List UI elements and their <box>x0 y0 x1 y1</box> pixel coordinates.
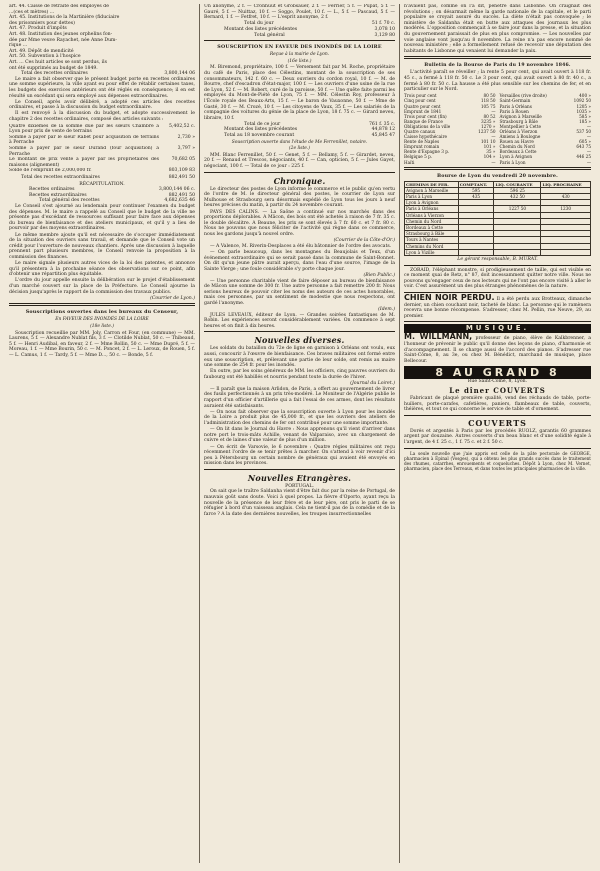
quote-label: Rouen au Havre <box>499 139 534 145</box>
table-cell: 435 <box>458 194 494 200</box>
section-list-number: (16e liste.) <box>287 58 312 64</box>
quote-label: Lyon à Avignon <box>499 154 533 160</box>
table-cell <box>541 249 591 255</box>
paragraph: Un anonyme, 2 f. — Cronhuut et Grobsauer, 2 f. — Ferrier, 5 f. — Pupat, 5 f. — Gauré, 5 f. — Nuittaz, 10 f. — Soggo, Poulet, 10 f. — L., 5 f. — Pascaud, 5 f. — Bernard, 1 f. — Fetfret, 10 f. — L'esprit anonyme, 2 f. <box>204 4 395 21</box>
table-cell: 595 <box>458 187 494 193</box>
table-cell: Paris à Orléans <box>405 206 459 212</box>
quote-value: — <box>491 108 496 114</box>
teacher-name: M. WILLMANN, <box>404 332 473 342</box>
grand-banner: 8 AU GRAND 8 <box>404 366 591 379</box>
paragraph: — Une personne charitable vient de faire déposer au bureau de bienfaisance de Mâcon une somme de 300 fr. Une autre personne a fait remettre 200 fr. Nous serions heureux de pouvoir citer les noms des auteurs de ces actes honorables, mais ces personnes, par un sentiment de modestie que nous respectons, ont gardé l'anonyme. <box>204 278 395 306</box>
section-title-nouvelles-etrangeres: Nouvelles Etrangères. <box>247 472 352 483</box>
paragraph: Le même membre ajoute qu'il est nécessaire de s'occuper immédiatement de la situation des ouvriers sans travail, et demande que le Conseil vote un crédit pour l'ouverture de nouveaux chantiers. Après une discussion à laquelle prennent part plusieurs membres, le Conseil renvoie la proposition à la commission des finances. <box>9 232 195 260</box>
section-title-chronique: Chronique. <box>273 175 326 186</box>
list-item: Le montant de prix vente à payer par les propriétaires des maisons (alignement) 70,682 05 <box>9 157 195 168</box>
table-header: COMPTANT. <box>458 181 494 187</box>
column-middle <box>199 4 399 863</box>
divider <box>204 469 395 470</box>
paragraph: ZORAID, l'éléphant monstre, si prodigieusement de taille, qui est visible en ce moment quai de Retz, n° 87, doit incessamment quitter notre ville. Nous ne pouvons qu'engager ceux de nos lecteurs qui ne l'ont pas encore visité à aller le voir. C'est assurément un des plus étranges phénomènes de la nature. <box>404 267 591 290</box>
subscription-heading: Souscriptions ouvertes dans les bureaux du Censeur, <box>25 309 179 316</box>
bourse-paris-table <box>404 93 591 164</box>
quote-value: — <box>586 134 591 140</box>
article-line: Art. 50. Subvention à l'hospice <box>9 54 81 60</box>
quote-label: Obligations de la ville <box>404 123 451 129</box>
quote-label: Amiens à Boulogne <box>499 134 541 140</box>
paragraph: PAYS DES CALINS. — La Saône a continué sur nos marchés dans des proportions déplorables. A Mâcon, des bois ont été achetés à raison de 7 fr. 35 c. le double décalitre. A Beaune, les prix se sont élevés à 7 fr. 60 c. et 7 fr. 80 c. Nous ne pouvons que nous féliciter de l'activité qui règne dans ce commerce, nous les gardons jusqu'à nouvel ordre. <box>204 209 395 237</box>
divider <box>404 265 591 266</box>
country-heading: PORTUGAL. <box>285 483 314 489</box>
quote-value: 1035 » <box>576 108 591 114</box>
article-line: Art. 49. Dépôt de mendicité <box>9 48 74 54</box>
music-banner: MUSIQUE. <box>404 324 591 333</box>
quote-label: Orléans à Vierzon <box>499 128 538 134</box>
source-credit: (Journal du Loiret.) <box>350 381 395 387</box>
paragraph: Le maire a fait observer que le présent budget porte en recettes ordinaires une somme supérieure, la ville ayant eu pour effet de rétablir certaines taxes, les budgets des exercices antérieurs ont été réglés en conséquence; il en est résulté un excédant qui sera employé aux dépenses extraordinaires. <box>9 76 195 99</box>
divider <box>9 303 195 306</box>
quote-value: 185 » <box>579 118 591 124</box>
lost-dog-ad <box>404 295 591 319</box>
article-line: art. 44. Caisse de retraite des employés de <box>9 4 109 9</box>
article-line: ...(ces et mètres) ... <box>9 9 55 15</box>
bourse-right-list <box>500 93 592 164</box>
divider <box>204 172 395 173</box>
table-cell: Strasbourg à Bâle <box>405 231 459 237</box>
recap-line: Recettes ordinaires 3,800,144 06 c. <box>29 187 195 193</box>
table-cell: 596 25 <box>494 187 541 193</box>
recap-title: RÉCAPITULATION. <box>79 181 125 187</box>
quote-label: Chemin du Nord <box>499 144 535 150</box>
quote-label: Versailles (rive droite) <box>499 93 547 99</box>
quote-label: Strasbourg à Bâle <box>499 118 538 124</box>
paragraph: L'ordre du jour appelle ensuite la délibération sur le projet d'établissement d'un marché couvert sur la place de la Préfecture. Le Conseil ajourne la décision jusqu'après le rapport de la commission des travaux publics. <box>9 278 195 295</box>
divider <box>404 415 591 416</box>
table-cell: Chemins du Nord <box>405 243 459 249</box>
quote-value: 3235 » <box>480 118 496 124</box>
article-line: dée par Mme veuve Rayachet, née Anne Dum- <box>9 37 117 43</box>
quote-label: Emprunt de 1841 <box>404 108 442 114</box>
total-line: Total général 3,129 80 <box>254 32 395 38</box>
table-cell: Lyon à Vizille <box>405 249 459 255</box>
bourse-paris-title: Bulletin de la Bourse de Paris du 19 novembre 1846. <box>424 63 571 69</box>
source-credit: (Idem.) <box>378 307 395 313</box>
table-cell <box>494 249 541 255</box>
quote-label: Rente de Naples <box>404 139 440 145</box>
paragraph: Le maire signale plusieurs autres vices de la loi des patentes, et annonce qu'il présentera à la prochaine séance des observations sur ce point, afin d'obtenir une répartition plus équitable. <box>9 261 195 278</box>
source-credit: (Bien Public.) <box>363 272 395 278</box>
total-line: Montant des listes précédentes 3,078 10 <box>224 26 395 32</box>
paragraph: MM. Blanc Ferrenillet, 50 f. — Genet, 5 f. — Bellamy, 5 f. — Girardet, neveu, 20 f. — Renaud et Trescos, négociants, 40 f. — Can, opticien, 5 f. — Jules Gayet, négociant, 100 f. — Total de ce jour : 225 f. <box>204 152 395 170</box>
quote-value: 80 50 <box>483 93 496 99</box>
bourse-left-list <box>404 93 496 164</box>
total-line: Total de ce jour 761 f. 35 c. <box>244 121 395 127</box>
music-ad <box>404 334 591 364</box>
newspaper-page <box>5 4 595 863</box>
quote-label: Saint-Germain <box>499 98 531 104</box>
quote-value: 605 » <box>579 139 591 145</box>
paragraph: Dorés et argentés à Paris par les procédés RUOLZ, garantis 60 grammes argent par douzaine. Autres couverts d'un beau blanc et d'une solidité égale à l'argent, de 4 f. 25 c., 1 f. 75 c. et 2 f. 50 c. <box>404 428 591 445</box>
paragraph: Le directeur des postes de Lyon informe le commerce et le public qu'en vertu de l'ordre de M. le directeur général des postes, le courrier de Lyon sur Mulhouse et Strasbourg sera désormais expédié de Lyon tous les jours à neuf heures précises du matin, à partir du 24 novembre courant. <box>204 186 395 209</box>
list-item: Solde de l'emprunt de 2,000,000 fr. 803,109 83 <box>9 168 195 174</box>
quote-value: 446 25 <box>576 154 591 160</box>
paragraph: M. Biremond, propriétaire, 100 f. — Versement fait par M. Roche, propriétaire du café de Paris, place des Célestins, montant de la souscription de ses consommateurs, 142 f. 60 c. — Deux ouvriers du cordon royal, 10 f. — M. de Bourre, chef d'escadron d'état-major, 100 f. — Les ouvriers d'une usine de la rue de Lyon, 52 f. — M. Robert, curé de la paroisse, 50 f. — Une quête faite parmi les employés du Mont-de-Piété de Lyon, 75 f. — MM. Célestin Roy, professeur à l'École royale des Beaux-Arts, 15 f. — Le baron de Vauxonne, 50 f. — Mme de Gasté, 30 f. — M. Crozé, 10 f. — Les citoyens de Vaux, 35 f. — Les salariés de la compagnie des voitures du génie de la place de Lyon, 18 f. 75 c. — Girard neveu, libraire, 10 f. <box>204 65 395 121</box>
article-line: Art. ... Ces huit articles se sont perdus, ils <box>9 59 107 65</box>
section-note: Souscription ouverte dans l'étude de Me Ferrenillet, notaire. <box>231 139 368 145</box>
list-item: Quatre dixièmes de la somme due par les sœurs Chambre à Lyon pour prix de vente de terrains 5,402,52 c. <box>9 123 195 135</box>
quote-label: Bordeaux à Cette <box>499 149 537 155</box>
table-header: CHEMINS DE FER. <box>405 181 459 187</box>
divider <box>204 40 395 41</box>
table-cell: 432 50 <box>494 194 541 200</box>
paragraph: Le Conseil, après avoir délibéré, a adopté ces articles des recettes ordinaires, et passe à la discussion du budget extraordinaire. <box>9 99 195 111</box>
bourse-lyon-table <box>404 181 591 256</box>
total-line: Total au 18 novembre courant 45,845 47 <box>224 133 395 139</box>
quote-label: Belgique 5 p. <box>404 154 433 160</box>
table-cell: Avignon à Marseille <box>405 187 459 193</box>
bourse-lyon-title: Bourse de Lyon du vendredi 20 novembre. <box>436 172 559 179</box>
section-note-number: (2e liste.) <box>288 146 311 152</box>
table-cell <box>458 249 494 255</box>
table-cell: Lyon à Avignon <box>405 200 459 206</box>
total-general: Total général des recettes 4,682,635 46 <box>39 198 195 204</box>
extra-items <box>9 124 195 174</box>
total-ordinary: Total des recettes ordinaires 3,800,144 06 <box>21 71 195 77</box>
table-cell: 1227 50 <box>494 206 541 212</box>
quote-value: 1092 50 <box>573 98 591 104</box>
quote-label: Avignon à Marseille <box>499 113 542 119</box>
quote-value: 35 » <box>486 149 496 155</box>
article-line: Art. 45. Institutions de la Martinière (fiduciaire <box>9 15 120 21</box>
paragraph: En outre, par les soins généreux de MM. les officiers, cinq pauvres ouvriers du faubourg ont été habillés et nourris pendant toute la durée de l'hiver. <box>204 369 395 380</box>
paragraph: Fabricant de plaqué première qualité, vend des réchauds de table, porte-huiliers, porte-carafes, cafetières, paniers, flambeaux de table, couverts, théières, et tout ce qui concerne le service de table et d'ornement. <box>404 395 591 413</box>
quote-value: — <box>586 123 591 129</box>
total-line: Montant des listes précédentes 44,878 12 <box>224 127 395 133</box>
quote-label: Banque de France <box>404 118 443 124</box>
paragraph: n'avaient pas, comme on l'a dit, pénétré dans Lisbonne. On craignait des révolutions ; on désarmait même la garde nationale de la capitale, et le parti populaire se croyait assuré du succès. La diète n'était pas convoquée ; le ministère de Saldanha était en butte aux attaques des journaux les plus modérés. L'opposition commençait à se faire jour dans la presse, et la situation du gouvernement paraissait de plus en plus compromise. — Les nouvelles par voie anglaise vont jusqu'au 8 novembre. La reine n'a pas encore nommé de nouveau ministère ; elle a formellement refusé de recevoir une députation des habitants de Lisbonne qui venaient lui demander la paix. <box>404 4 591 54</box>
quote-value: 537 50 <box>576 128 591 134</box>
quote-label: Cinq pour cent <box>404 98 436 104</box>
section-title-nouvelles-diverses: Nouvelles diverses. <box>254 335 345 346</box>
paragraph: Les soldats du bataillon du 72e de ligne en garnison à Orléans ont voulu, eux aussi, concourir à l'œuvre de bienfaisance. Ces braves militaires ont formé entre eux une souscription, et, prélevant une partie de leur solde, ont remis au maire une somme de 254 fr. pour les inondés. <box>204 346 395 369</box>
table-header: LIQ. PROCHAINE <box>541 181 591 187</box>
quote-value: 400 » <box>579 93 591 99</box>
column-left <box>5 4 199 863</box>
table-cell: 1230 <box>541 206 591 212</box>
quote-value: 101 » <box>483 144 496 150</box>
quote-label: Trois pour cent <box>404 93 437 99</box>
quote-label: Trois pour cent (fin) <box>404 113 447 119</box>
quote-value: 118 50 <box>480 98 496 104</box>
quote-row <box>404 160 496 165</box>
quote-label: Emprunt romain <box>404 144 440 150</box>
quote-value: 101 10 <box>480 139 496 145</box>
table-cell: Tours à Nantes <box>405 237 459 243</box>
article-line: rique ... <box>9 43 28 49</box>
paragraph: On sait que le traître Saldanha vient d'être fait duc par la reine de Portugal, de mauvais goût sans doute. Voici à quel propos. La fièvre d'Oporto, ayant reçu la nouvelle de la présence de leur frère et de leur père, ont pris le parti de se réfugier à bord d'un vaisseau anglais. Cela ne tient-il pas de la comédie et de la farce ? A la date des dernières nouvelles, les troupes insurrectionnelles <box>204 489 395 517</box>
divider <box>404 56 591 59</box>
list-item: Somme à payer par le sieur Rabet pour acquisition de terrains à Perrache 2,730 » <box>9 134 195 146</box>
column-right <box>399 4 595 863</box>
quote-value: 585 » <box>579 113 591 119</box>
couverts-heading: Le dîner COUVERTS <box>449 385 546 395</box>
table-body <box>405 187 591 255</box>
paragraph: — On lit dans le Journal du Havre : Nous apprenons qu'il vient d'arriver dans notre port le trois-mâts Achille, venant de Valparaiso, avec un chargement de cuivre et de laines d'une valeur de plus d'un million. <box>204 427 395 444</box>
paragraph: L'activité paraît se réveiller ; la rente 5 pour cent, qui avait ouvert à 118 fr. 45 c., a fermé à 118 fr. 50 c. Le 3 pour cent, qui avait ouvert à 80 fr. 40 c., a fermé à 80 fr. 50 c. La hausse a été plus sensible sur les chemins de fer, et en particulier sur le Nord. <box>404 70 591 93</box>
total-line: Total du jour 51 f. 70 c. <box>244 21 395 27</box>
quote-label: Paris à Orléans <box>499 103 532 109</box>
subscription-text: Souscription recueillie par MM. Joly, Carron et Four, (en commune) — MM. Laurens, 5 f. — Alexandre Nublat fils, 3 f. — Clotilde Nublat, 50 c. — Thibeaud, 5 f. — Henri Audibal, en faveur, 2 f. — Mme Rollin, 50 c. — Mme Dupré, 5 f. — Moreau, 1 f. — Mme Bourin, 50 c. — M. Poncet, 2 f. — L. Leroux, de Rouen, 5 f. — L. Camus, 1 f. — Tardy, 5 f. — Mme D..., 50 c. — Bonde, 5 f. <box>9 330 195 358</box>
table-cell: Bordeaux à Cette <box>405 225 459 231</box>
table-cell: Orléans à Vierzon <box>405 212 459 218</box>
quote-value: 1237 50 <box>478 128 496 134</box>
divider <box>404 167 591 170</box>
quote-value: — <box>586 159 591 165</box>
paragraph: La seule nouvelle que j'aie appris est celle de la pâte pectorale de GEORGE, pharmacien à Épinal (Vosges), qui a obtenu les plus grands succès dans le traitement des rhumes, catarrhes, enrouements et coqueluches. Dépôt à Lyon, chez M. Vernet, pharmacien, place des Terreaux, et dans toutes les principales pharmacies de la ville. <box>404 450 591 472</box>
quote-value: 643 75 <box>576 144 591 150</box>
paragraph: — A Valence, M. Riverin-Desplaces a été élu bâtonnier de l'ordre des avocats. <box>210 243 392 249</box>
article-line: ont été supprimés au budget de 1849. <box>9 65 98 71</box>
gerant-line: Le gérant responsable, B. MURAT. <box>457 257 538 263</box>
quote-value: — <box>586 149 591 155</box>
subscription-subheading: En FAVEUR DES INONDÉS DE LA LOIRE <box>55 317 149 323</box>
quote-value: 105 75 <box>480 103 496 109</box>
quote-value: — <box>491 159 496 165</box>
budget-articles <box>9 4 195 71</box>
quote-label: Rente d'Espagne 3 p. <box>404 149 450 155</box>
paragraph: — On nous fait observer que la souscription ouverte à Lyon pour les inondés de la Loire a produit plus de 45,000 fr., et que les ouvriers des ateliers de l'administration des chemins de fer ont contribué pour une somme importante. <box>204 409 395 426</box>
list-item: Somme à payer par le sieur Durand (four acquisition) à Perrache 3,797 » <box>9 146 195 157</box>
paragraph: — On écrit de Varsovie, le 6 novembre : Quatre régies militaires ont reçu récemment l'ordre de se tenir prêtes à marcher. On s'attend à voir revenir d'ici peu à Pétersbourg un certain nombre de généraux qui avaient été envoyés en mission dans les provinces. <box>204 444 395 467</box>
lost-dog-text: Il a été perdu aux Brotteaux, dimanche dernier, un chien couchant noir, tacheté de blanc. La personne qui le ramènera recevra une bonne récompense. S'adresser, chez M. Pellin, rue Neuve, 29, au premier. <box>404 297 591 319</box>
quote-label: Paris à Lyon <box>499 159 526 165</box>
quote-value: 80 52 <box>483 113 496 119</box>
lost-dog-title: CHIEN NOIR PERDU. <box>404 293 495 303</box>
section-heading: SOUSCRIPTION EN FAVEUR DES INONDÉS DE LA LOIRE <box>217 44 382 51</box>
source-credit: (Courrier de Lyon.) <box>150 295 195 301</box>
article-line: Art. 48. Institution des jeunes orphelins fon- <box>9 31 113 37</box>
table-row <box>405 249 591 255</box>
total-extraordinary: Total des recettes extraordinaires 882,491 50 <box>21 175 195 180</box>
table-header-row <box>405 181 591 187</box>
quote-label: Quatre canaux <box>404 128 436 134</box>
quote-label: Paris à Rouen <box>499 108 529 114</box>
section-subheading: Reçue à la mairie de Lyon. <box>269 52 330 58</box>
table-cell: Chemin du Nord <box>405 218 459 224</box>
source-credit: (Courrier de la Côte-d'Or.) <box>333 238 395 244</box>
recap-line: Recettes extraordinaires 882,491 50 <box>29 192 195 198</box>
article-line: Art. 47. Produit d'impôts <box>9 26 67 32</box>
divider <box>404 448 591 449</box>
quote-label: Montpellier à Cette <box>499 123 542 129</box>
address-line: Rue Saint-Côme, 8, Lyon. <box>467 379 528 385</box>
article-line: des prisonniers pour dettes) <box>9 20 75 26</box>
paragraph: — Il paraît que la maison Arlidon, de Paris, a offert au gouvernement de livrer des fusils perfectionnés à un prix très-modéré. Le Moniteur de l'Algérie publie le rapport d'un officier d'artillerie qui a fait l'essai de ces armes, dont les résultats auraient été satisfaisants. <box>204 386 395 409</box>
table-header: LIQ. COURANTE <box>494 181 541 187</box>
quote-value: 1205 » <box>576 103 591 109</box>
paragraph: Il est renvoyé à la discussion du budget, et adopte successivement le chapitre 2 des recettes ordinaires, composé des articles suivants : <box>9 111 195 123</box>
paragraph: JULES LEVEAUX, éditeur de Lyon. — Grandes soirées fantastiques de M. Robin. Les expériences seront considérablement variées. On commence à sept heures et on finit à dix heures. <box>204 312 395 329</box>
quote-value: 1270 » <box>480 123 496 129</box>
quote-label: Quatre pour cent <box>404 103 441 109</box>
quote-label: Caisse hypothécaire <box>404 134 447 140</box>
quote-value: 104 » <box>483 154 496 160</box>
table-cell: 430 <box>541 194 591 200</box>
couverts-heading-2: COUVERTS <box>468 417 527 428</box>
quote-value: — <box>491 134 496 140</box>
paragraph: Le Conseil s'est ajourné au lendemain pour continuer l'examen du budget des dépenses. M. le maire a rappelé au Conseil que le budget de la ville ne présente pas d'excédant de ressources suffisant pour faire face aux dépenses du bureau de bienfaisance et des ateliers municipaux, et qu'il y a lieu de pourvoir par des moyens extraordinaires. <box>9 203 195 232</box>
subscription-list-number: (18e liste.) <box>90 324 114 330</box>
divider <box>204 331 395 332</box>
teacher-text: professeur de piano, élève de Kalkbrenner, a l'honneur de prévenir le public qu'il donne des leçons de piano, d'harmonie et d'accompagnement. Il se charge aussi de l'accord des pianos. S'adresser rue Saint-Côme, 8, au 3e, ou chez M. Bénédict, marchand de musique, place Bellecour. <box>404 336 591 364</box>
paragraph: — On parle beaucoup, dans les montagnes du Beaujolais et Teux, d'un événement extraordinaire qui se serait passé dans la commune de Saint-Bonnet. On dit qu'un jeune pâtre aurait aperçu, dans l'eau d'une source, l'image de la Sainte Vierge ; une foule considérable s'y porte chaque jour. <box>204 249 395 272</box>
quote-label: Haïti <box>404 159 415 165</box>
divider <box>404 321 591 322</box>
table-cell: Paris à Lyon <box>405 194 459 200</box>
quote-row <box>500 160 592 165</box>
